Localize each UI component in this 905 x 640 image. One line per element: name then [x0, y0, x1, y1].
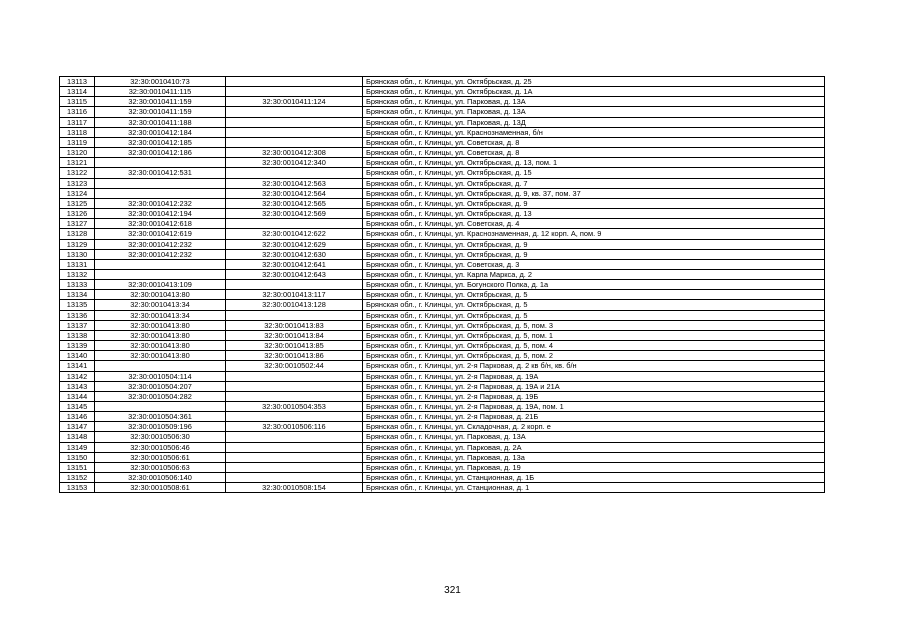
address-cell: Брянская обл., г. Клинцы, ул. Октябрьская, д. 5, пом. 3 [363, 320, 825, 330]
related-cadastral-number-cell [226, 432, 363, 442]
row-number-cell: 13113 [60, 77, 95, 87]
cadastral-number-cell [95, 178, 226, 188]
related-cadastral-number-cell: 32:30:0010413:86 [226, 351, 363, 361]
row-number-cell: 13131 [60, 259, 95, 269]
address-cell: Брянская обл., г. Клинцы, ул. Октябрьская, д. 9 [363, 249, 825, 259]
cadastral-number-cell [95, 402, 226, 412]
address-cell: Брянская обл., г. Клинцы, ул. Парковая, д. 13А [363, 107, 825, 117]
row-number-cell: 13123 [60, 178, 95, 188]
page-number: 321 [444, 585, 461, 596]
address-cell: Брянская обл., г. Клинцы, ул. Октябрьская, д. 9 [363, 239, 825, 249]
table-row [60, 402, 825, 412]
related-cadastral-number-cell: 32:30:0010413:84 [226, 330, 363, 340]
related-cadastral-number-cell: 32:30:0010412:629 [226, 239, 363, 249]
row-number-cell: 13139 [60, 341, 95, 351]
related-cadastral-number-cell: 32:30:0010413:83 [226, 320, 363, 330]
table-row [60, 198, 825, 208]
row-number-cell: 13153 [60, 483, 95, 493]
related-cadastral-number-cell [226, 371, 363, 381]
row-number-cell: 13148 [60, 432, 95, 442]
cadastral-number-cell [95, 188, 226, 198]
cadastral-number-cell [95, 259, 226, 269]
row-number-cell: 13138 [60, 330, 95, 340]
row-number-cell: 13137 [60, 320, 95, 330]
related-cadastral-number-cell [226, 412, 363, 422]
address-cell: Брянская обл., г. Клинцы, ул. Октябрьская, д. 5 [363, 290, 825, 300]
cadastral-number-cell: 32:30:0010413:34 [95, 310, 226, 320]
cadastral-number-cell: 32:30:0010411:159 [95, 97, 226, 107]
cadastral-number-cell: 32:30:0010506:61 [95, 452, 226, 462]
table-row [60, 188, 825, 198]
cadastral-number-cell: 32:30:0010411:188 [95, 117, 226, 127]
table-row [60, 209, 825, 219]
cadastral-number-cell: 32:30:0010412:232 [95, 249, 226, 259]
table-row [60, 442, 825, 452]
table-row [60, 239, 825, 249]
row-number-cell: 13151 [60, 462, 95, 472]
table-row [60, 452, 825, 462]
row-number-cell: 13133 [60, 280, 95, 290]
address-cell: Брянская обл., г. Клинцы, ул. Октябрьская, д. 5, пом. 4 [363, 341, 825, 351]
row-number-cell: 13116 [60, 107, 95, 117]
cadastral-number-cell: 32:30:0010508:61 [95, 483, 226, 493]
cadastral-number-cell: 32:30:0010413:80 [95, 290, 226, 300]
row-number-cell: 13142 [60, 371, 95, 381]
table-row [60, 117, 825, 127]
related-cadastral-number-cell [226, 473, 363, 483]
row-number-cell: 13124 [60, 188, 95, 198]
cadastral-number-cell: 32:30:0010504:282 [95, 391, 226, 401]
table-row [60, 219, 825, 229]
table-row [60, 107, 825, 117]
related-cadastral-number-cell [226, 280, 363, 290]
address-cell: Брянская обл., г. Клинцы, ул. Октябрьская, д. 9, кв. 37, пом. 37 [363, 188, 825, 198]
address-cell: Брянская обл., г. Клинцы, ул. Краснознаменная, б/н [363, 127, 825, 137]
related-cadastral-number-cell [226, 107, 363, 117]
cadastral-number-cell: 32:30:0010504:114 [95, 371, 226, 381]
table-row [60, 87, 825, 97]
row-number-cell: 13122 [60, 168, 95, 178]
related-cadastral-number-cell [226, 219, 363, 229]
address-cell: Брянская обл., г. Клинцы, ул. 2-я Парковая, д. 19А [363, 371, 825, 381]
row-number-cell: 13144 [60, 391, 95, 401]
related-cadastral-number-cell [226, 127, 363, 137]
cadastral-number-cell: 32:30:0010412:194 [95, 209, 226, 219]
cadastral-number-cell: 32:30:0010411:115 [95, 87, 226, 97]
address-cell: Брянская обл., г. Клинцы, ул. Краснознаменная, д. 12 корп. А, пом. 9 [363, 229, 825, 239]
address-cell: Брянская обл., г. Клинцы, ул. Советская, д. 3 [363, 259, 825, 269]
related-cadastral-number-cell: 32:30:0010412:569 [226, 209, 363, 219]
row-number-cell: 13147 [60, 422, 95, 432]
cadastral-number-cell [95, 361, 226, 371]
cadastral-number-cell: 32:30:0010506:140 [95, 473, 226, 483]
related-cadastral-number-cell: 32:30:0010504:353 [226, 402, 363, 412]
row-number-cell: 13135 [60, 300, 95, 310]
address-cell: Брянская обл., г. Клинцы, ул. Октябрьская, д. 13 [363, 209, 825, 219]
cadastral-number-cell: 32:30:0010412:618 [95, 219, 226, 229]
table-row [60, 473, 825, 483]
related-cadastral-number-cell: 32:30:0010412:622 [226, 229, 363, 239]
table-row [60, 280, 825, 290]
registry-table-container [59, 76, 825, 493]
table-row [60, 341, 825, 351]
cadastral-number-cell: 32:30:0010411:159 [95, 107, 226, 117]
table-row [60, 229, 825, 239]
row-number-cell: 13126 [60, 209, 95, 219]
related-cadastral-number-cell [226, 391, 363, 401]
related-cadastral-number-cell: 32:30:0010412:565 [226, 198, 363, 208]
table-row [60, 158, 825, 168]
address-cell: Брянская обл., г. Клинцы, ул. Октябрьская, д. 5 [363, 310, 825, 320]
table-row [60, 483, 825, 493]
related-cadastral-number-cell [226, 310, 363, 320]
row-number-cell: 13143 [60, 381, 95, 391]
registry-table-body [60, 77, 825, 493]
table-row [60, 97, 825, 107]
address-cell: Брянская обл., г. Клинцы, ул. Парковая, д. 13А [363, 97, 825, 107]
cadastral-number-cell: 32:30:0010509:196 [95, 422, 226, 432]
row-number-cell: 13132 [60, 269, 95, 279]
related-cadastral-number-cell [226, 117, 363, 127]
row-number-cell: 13130 [60, 249, 95, 259]
row-number-cell: 13146 [60, 412, 95, 422]
address-cell: Брянская обл., г. Клинцы, ул. Советская, д. 8 [363, 137, 825, 147]
cadastral-number-cell: 32:30:0010413:109 [95, 280, 226, 290]
related-cadastral-number-cell: 32:30:0010508:154 [226, 483, 363, 493]
address-cell: Брянская обл., г. Клинцы, ул. Карла Маркса, д. 2 [363, 269, 825, 279]
address-cell: Брянская обл., г. Клинцы, ул. Октябрьская, д. 25 [363, 77, 825, 87]
address-cell: Брянская обл., г. Клинцы, ул. Октябрьская, д. 1А [363, 87, 825, 97]
table-row [60, 320, 825, 330]
table-row [60, 290, 825, 300]
row-number-cell: 13136 [60, 310, 95, 320]
table-row [60, 381, 825, 391]
row-number-cell: 13119 [60, 137, 95, 147]
address-cell: Брянская обл., г. Клинцы, ул. Парковая, д. 2А [363, 442, 825, 452]
row-number-cell: 13149 [60, 442, 95, 452]
related-cadastral-number-cell: 32:30:0010412:563 [226, 178, 363, 188]
row-number-cell: 13115 [60, 97, 95, 107]
related-cadastral-number-cell: 32:30:0010502:44 [226, 361, 363, 371]
table-row [60, 77, 825, 87]
row-number-cell: 13129 [60, 239, 95, 249]
row-number-cell: 13127 [60, 219, 95, 229]
row-number-cell: 13145 [60, 402, 95, 412]
address-cell: Брянская обл., г. Клинцы, ул. Парковая, д. 13а [363, 452, 825, 462]
table-row [60, 269, 825, 279]
table-row [60, 391, 825, 401]
address-cell: Брянская обл., г. Клинцы, ул. Парковая, д. 13А [363, 432, 825, 442]
related-cadastral-number-cell [226, 452, 363, 462]
row-number-cell: 13114 [60, 87, 95, 97]
cadastral-number-cell: 32:30:0010506:46 [95, 442, 226, 452]
cadastral-number-cell: 32:30:0010413:34 [95, 300, 226, 310]
table-row [60, 168, 825, 178]
table-row [60, 330, 825, 340]
related-cadastral-number-cell [226, 381, 363, 391]
related-cadastral-number-cell: 32:30:0010412:340 [226, 158, 363, 168]
related-cadastral-number-cell: 32:30:0010412:643 [226, 269, 363, 279]
row-number-cell: 13118 [60, 127, 95, 137]
cadastral-number-cell: 32:30:0010504:207 [95, 381, 226, 391]
related-cadastral-number-cell: 32:30:0010413:85 [226, 341, 363, 351]
cadastral-number-cell: 32:30:0010413:80 [95, 351, 226, 361]
cadastral-number-cell: 32:30:0010412:185 [95, 137, 226, 147]
address-cell: Брянская обл., г. Клинцы, ул. 2-я Парковая, д. 19А и 21А [363, 381, 825, 391]
cadastral-number-cell: 32:30:0010412:619 [95, 229, 226, 239]
address-cell: Брянская обл., г. Клинцы, ул. 2-я Парковая, д. 21Б [363, 412, 825, 422]
table-row [60, 127, 825, 137]
address-cell: Брянская обл., г. Клинцы, ул. Парковая, д. 13Д [363, 117, 825, 127]
table-row [60, 178, 825, 188]
address-cell: Брянская обл., г. Клинцы, ул. 2-я Парковая, д. 2 кв б/н, кв. б/н [363, 361, 825, 371]
address-cell: Брянская обл., г. Клинцы, ул. Станционная, д. 1 [363, 483, 825, 493]
row-number-cell: 13134 [60, 290, 95, 300]
cadastral-number-cell: 32:30:0010413:80 [95, 330, 226, 340]
cadastral-number-cell [95, 158, 226, 168]
address-cell: Брянская обл., г. Клинцы, ул. Октябрьская, д. 5, пом. 2 [363, 351, 825, 361]
table-row [60, 310, 825, 320]
related-cadastral-number-cell: 32:30:0010506:116 [226, 422, 363, 432]
cadastral-number-cell: 32:30:0010504:361 [95, 412, 226, 422]
cadastral-number-cell: 32:30:0010412:531 [95, 168, 226, 178]
related-cadastral-number-cell: 32:30:0010412:564 [226, 188, 363, 198]
address-cell: Брянская обл., г. Клинцы, ул. Октябрьская, д. 5, пом. 1 [363, 330, 825, 340]
address-cell: Брянская обл., г. Клинцы, ул. Богунского Полка, д. 1а [363, 280, 825, 290]
related-cadastral-number-cell: 32:30:0010413:128 [226, 300, 363, 310]
row-number-cell: 13128 [60, 229, 95, 239]
related-cadastral-number-cell [226, 77, 363, 87]
table-row [60, 412, 825, 422]
cadastral-number-cell: 32:30:0010412:232 [95, 198, 226, 208]
address-cell: Брянская обл., г. Клинцы, ул. Советская, д. 8 [363, 148, 825, 158]
address-cell: Брянская обл., г. Клинцы, ул. Октябрьская, д. 5 [363, 300, 825, 310]
address-cell: Брянская обл., г. Клинцы, ул. Складочная, д. 2 корп. е [363, 422, 825, 432]
registry-table [59, 76, 825, 493]
row-number-cell: 13150 [60, 452, 95, 462]
table-row [60, 462, 825, 472]
related-cadastral-number-cell [226, 137, 363, 147]
cadastral-number-cell: 32:30:0010412:186 [95, 148, 226, 158]
address-cell: Брянская обл., г. Клинцы, ул. 2-я Парковая, д. 19Б [363, 391, 825, 401]
cadastral-number-cell: 32:30:0010412:184 [95, 127, 226, 137]
row-number-cell: 13141 [60, 361, 95, 371]
row-number-cell: 13117 [60, 117, 95, 127]
table-row [60, 422, 825, 432]
table-row [60, 300, 825, 310]
related-cadastral-number-cell [226, 87, 363, 97]
row-number-cell: 13121 [60, 158, 95, 168]
cadastral-number-cell [95, 269, 226, 279]
table-row [60, 361, 825, 371]
table-row [60, 137, 825, 147]
address-cell: Брянская обл., г. Клинцы, ул. 2-я Парковая, д. 19А, пом. 1 [363, 402, 825, 412]
related-cadastral-number-cell [226, 462, 363, 472]
row-number-cell: 13120 [60, 148, 95, 158]
table-row [60, 351, 825, 361]
cadastral-number-cell: 32:30:0010413:80 [95, 320, 226, 330]
table-row [60, 249, 825, 259]
related-cadastral-number-cell: 32:30:0010412:308 [226, 148, 363, 158]
address-cell: Брянская обл., г. Клинцы, ул. Октябрьская, д. 15 [363, 168, 825, 178]
cadastral-number-cell: 32:30:0010413:80 [95, 341, 226, 351]
cadastral-number-cell: 32:30:0010506:30 [95, 432, 226, 442]
cadastral-number-cell: 32:30:0010410:73 [95, 77, 226, 87]
cadastral-number-cell: 32:30:0010506:63 [95, 462, 226, 472]
address-cell: Брянская обл., г. Клинцы, ул. Советская, д. 4 [363, 219, 825, 229]
row-number-cell: 13152 [60, 473, 95, 483]
address-cell: Брянская обл., г. Клинцы, ул. Октябрьская, д. 7 [363, 178, 825, 188]
related-cadastral-number-cell: 32:30:0010412:630 [226, 249, 363, 259]
related-cadastral-number-cell [226, 442, 363, 452]
address-cell: Брянская обл., г. Клинцы, ул. Парковая, д. 19 [363, 462, 825, 472]
cadastral-number-cell: 32:30:0010412:232 [95, 239, 226, 249]
table-row [60, 259, 825, 269]
related-cadastral-number-cell: 32:30:0010413:117 [226, 290, 363, 300]
address-cell: Брянская обл., г. Клинцы, ул. Станционная, д. 1Б [363, 473, 825, 483]
related-cadastral-number-cell: 32:30:0010411:124 [226, 97, 363, 107]
related-cadastral-number-cell [226, 168, 363, 178]
address-cell: Брянская обл., г. Клинцы, ул. Октябрьская, д. 13, пом. 1 [363, 158, 825, 168]
table-row [60, 148, 825, 158]
table-row [60, 432, 825, 442]
row-number-cell: 13140 [60, 351, 95, 361]
address-cell: Брянская обл., г. Клинцы, ул. Октябрьская, д. 9 [363, 198, 825, 208]
row-number-cell: 13125 [60, 198, 95, 208]
table-row [60, 371, 825, 381]
related-cadastral-number-cell: 32:30:0010412:641 [226, 259, 363, 269]
